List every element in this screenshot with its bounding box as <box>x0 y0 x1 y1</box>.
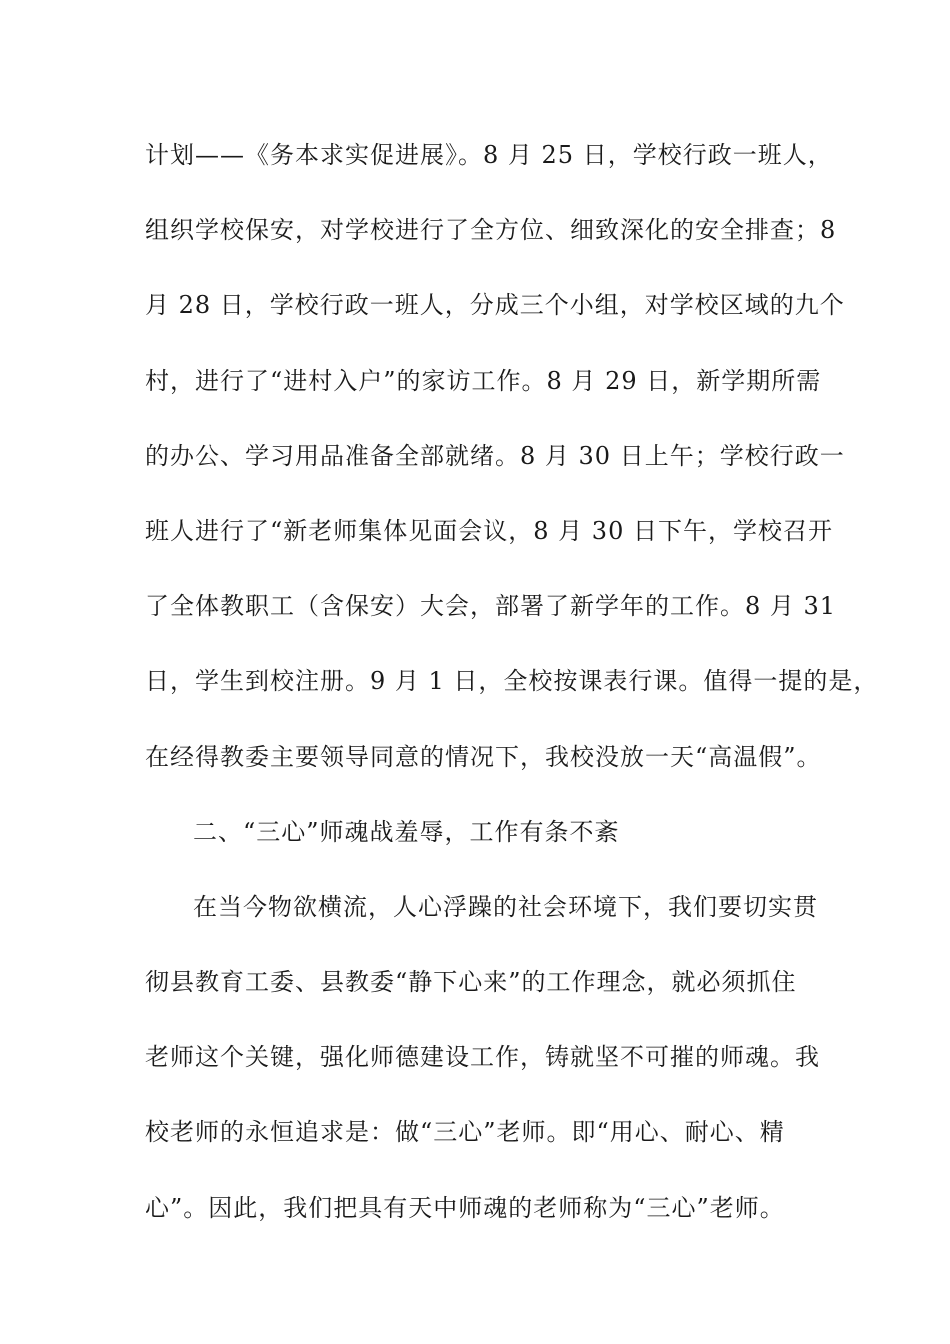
section-heading: 二、“三心”师魂战羞辱，工作有条不紊 <box>193 817 620 846</box>
text-line: 在经得教委主要领导同意的情况下，我校没放一天“高温假”。 <box>145 742 822 771</box>
text-line: 组织学校保安，对学校进行了全方位、细致深化的安全排查；8 <box>145 216 837 245</box>
text-line: 老师这个关键，强化师德建设工作，铸就坚不可摧的师魂。我 <box>145 1043 820 1072</box>
text-line: 校老师的永恒追求是：做“三心”老师。即“用心、耐心、精 <box>145 1118 785 1147</box>
paragraph-first-line: 在当今物欲横流，人心浮躁的社会环境下，我们要切实贯 <box>193 892 818 921</box>
text-line: 彻县教育工委、县教委“静下心来”的工作理念，就必须抓住 <box>145 968 797 997</box>
text-line: 月 28 日，学校行政一班人，分成三个小组，对学校区域的九个 <box>145 291 845 320</box>
body-text <box>145 128 879 1256</box>
text-line: 班人进行了“新老师集体见面会议，8 月 30 日下午，学校召开 <box>145 516 833 545</box>
text-line: 村，进行了“进村入户”的家访工作。8 月 29 日，新学期所需 <box>145 366 822 395</box>
text-line: 的办公、学习用品准备全部就绪。8 月 30 日上午；学校行政一 <box>145 441 845 470</box>
text-line: 了全体教职工（含保安）大会，部署了新学年的工作。8 月 31 <box>145 592 837 621</box>
text-line: 计划——《务本求实促进展》。8 月 25 日，学校行政一班人， <box>145 141 833 169</box>
text-line: 日，学生到校注册。9 月 1 日，全校按课表行课。值得一提的是， <box>145 667 879 696</box>
text-line: 心”。因此，我们把具有天中师魂的老师称为“三心”老师。 <box>145 1193 785 1222</box>
